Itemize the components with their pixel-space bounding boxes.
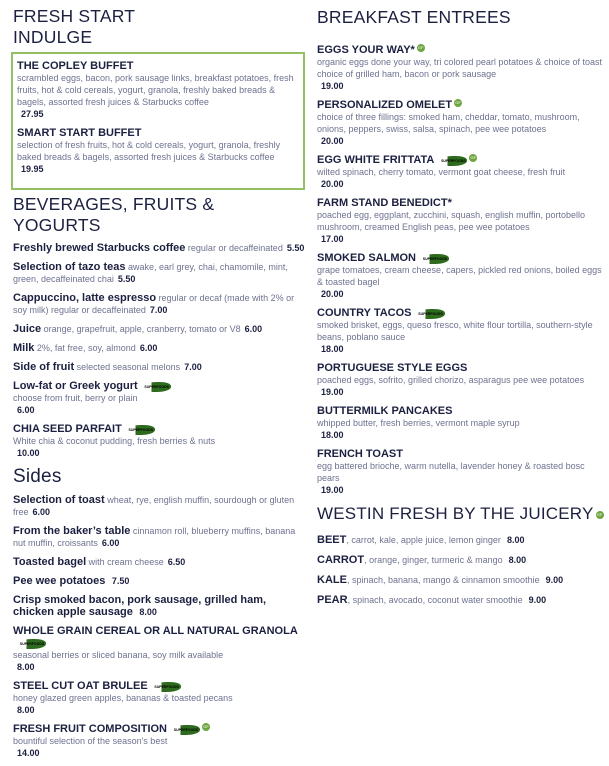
item-price: 20.00 — [321, 289, 344, 299]
menu-item — [13, 594, 305, 618]
item-description: choose from fruit, berry or plain — [13, 393, 138, 403]
superfoods-icon: SUPERFOODS — [153, 682, 181, 692]
item-description: grape tomatoes, cream cheese, capers, pickled red onions, boiled eggs & toasted bagel — [317, 265, 602, 287]
item-description: wheat, rye, english muffin, sourdough or gluten free — [13, 495, 295, 517]
menu-item — [317, 99, 605, 147]
menu-item — [13, 292, 305, 316]
item-name: STEEL CUT OAT BRULEE — [13, 680, 148, 692]
superfoods-icon: SUPERFOODS — [421, 254, 449, 264]
item-description: awake, earl grey, chai, chamomile, mint, green, decaffeinated chai — [13, 262, 288, 284]
menu-item — [317, 252, 605, 300]
gluten-free-icon: GF — [596, 511, 603, 517]
gluten-free-icon: GF — [203, 724, 209, 729]
gluten-free-icon: GF — [455, 100, 461, 105]
item-price: 19.95 — [21, 164, 44, 174]
juice-price: 9.00 — [528, 595, 547, 605]
juice-item — [317, 534, 605, 546]
juice-price: 9.00 — [545, 575, 564, 585]
menu-item — [317, 44, 605, 92]
menu-item — [13, 494, 305, 518]
item-description: orange, grapefruit, apple, cranberry, tomato or V8 — [43, 324, 241, 334]
item-price: 27.95 — [21, 109, 44, 119]
item-description: selected seasonal melons — [76, 362, 181, 372]
item-price: 6.00 — [139, 343, 158, 353]
section-heading-breakfast-entrees: BREAKFAST ENTREES — [317, 7, 511, 27]
item-price: 7.00 — [184, 362, 202, 372]
menu-item — [317, 197, 605, 245]
entrees-list — [317, 44, 605, 496]
item-price: 8.00 — [17, 662, 35, 672]
item-name: THE COPLEY BUFFET — [17, 60, 134, 72]
menu-item — [317, 448, 605, 496]
juicery-list — [317, 534, 605, 606]
gluten-free-icon: GF — [470, 155, 477, 160]
item-description: selection of fresh fruits, hot & cold cereals, yogurt, granola, freshly baked breads & bagels, assorted fresh juices & Starbucks coffee — [17, 140, 281, 162]
menu-item — [13, 575, 305, 587]
item-name: Milk — [13, 342, 35, 354]
menu-item — [13, 680, 305, 716]
section-heading-indulge: INDULGE — [13, 27, 93, 47]
item-name: FRENCH TOAST — [317, 448, 403, 460]
menu-item — [13, 525, 305, 549]
section-heading-fresh-start: FRESH START — [13, 6, 136, 26]
item-name: Selection of toast — [13, 494, 105, 506]
buffet-box — [11, 52, 305, 190]
item-price: 8.00 — [139, 607, 157, 617]
section-heading-sides: Sides — [13, 466, 62, 487]
menu-item — [13, 380, 305, 416]
superfoods-icon: SUPERFOODS — [143, 382, 171, 392]
item-name: Crisp smoked bacon, pork sausage, grilled ham, chicken apple sausage — [13, 594, 267, 618]
juice-name: CARROT — [317, 554, 365, 566]
menu-item — [13, 242, 305, 254]
juice-description: , orange, ginger, turmeric & mango — [364, 555, 503, 565]
item-price: 6.00 — [32, 507, 51, 517]
item-name: Pee wee potatoes — [13, 575, 106, 587]
item-price: 20.00 — [321, 136, 344, 146]
item-price: 20.00 — [321, 179, 344, 189]
juice-description: , spinach, avocado, coconut water smoothie — [347, 595, 523, 605]
sides-list — [13, 494, 305, 759]
item-name: FRESH FRUIT COMPOSITION — [13, 723, 167, 735]
item-price: 19.00 — [321, 485, 344, 495]
menu-item — [17, 60, 299, 120]
item-price: 18.00 — [321, 430, 344, 440]
section-heading-beverages: BEVERAGES, FRUITS & YOGURTS — [13, 194, 215, 235]
item-description: scrambled eggs, bacon, pork sausage links, breakfast potatoes, fresh fruits, hot & cold cereals, yogurt, granola, freshly baked breads & bagels, assorted fresh juices & Starbucks coffee — [17, 73, 294, 107]
beverages-list — [13, 242, 305, 459]
item-name: Low-fat or Greek yogurt — [13, 380, 138, 392]
item-name: Side of fruit — [13, 361, 75, 373]
superfoods-icon: SUPERFOODS — [18, 639, 46, 649]
juice-item — [317, 594, 605, 606]
superfoods-icon: SUPERFOODS — [127, 425, 155, 435]
item-description: organic eggs done your way, tri colored pearl potatoes & choice of toast choice of grilled ham, bacon or pork sausage — [317, 57, 602, 79]
juice-price: 8.00 — [508, 555, 527, 565]
menu-item — [317, 362, 605, 398]
menu-item — [13, 361, 305, 373]
menu-item — [317, 154, 605, 190]
item-description: smoked brisket, eggs, queso fresco, white flour tortilla, southern-style beans, poblano sauce — [317, 320, 593, 342]
juice-item — [317, 554, 605, 566]
item-price: 6.50 — [167, 557, 186, 567]
item-price: 6.00 — [101, 538, 120, 548]
menu-item — [13, 625, 305, 673]
superfoods-icon: SUPERFOODS — [417, 309, 445, 319]
item-description: seasonal berries or sliced banana, soy milk available — [13, 650, 224, 660]
item-description: White chia & coconut pudding, fresh berries & nuts — [13, 436, 216, 446]
section-heading-juicery: WESTIN FRESH BY THE JUICERY — [317, 504, 594, 523]
item-description: bountiful selection of the season's best — [13, 736, 168, 746]
item-name: Freshly brewed Starbucks coffee — [13, 242, 186, 254]
menu-item — [17, 127, 299, 175]
item-price: 7.50 — [111, 576, 130, 586]
item-description: wilted spinach, cherry tomato, vermont goat cheese, fresh fruit — [317, 167, 566, 177]
menu-item — [13, 556, 305, 568]
menu-item — [13, 423, 305, 459]
item-description: cinnamon roll, blueberry muffins, banana nut muffin, croissants — [13, 526, 296, 548]
item-description: regular or decaf (made with 2% or soy milk) regular or decaffeinated — [13, 293, 295, 315]
item-price: 19.00 — [321, 387, 344, 397]
menu-item — [317, 307, 605, 355]
menu-item — [13, 261, 305, 285]
item-description: regular or decaffeinated — [187, 243, 283, 253]
item-price: 14.00 — [17, 748, 40, 758]
item-name: SMOKED SALMON — [317, 252, 416, 264]
juice-name: KALE — [317, 574, 347, 586]
item-name: EGGS YOUR WAY* — [317, 44, 415, 56]
item-description: 2%, fat free, soy, almond — [36, 343, 136, 353]
item-price: 5.50 — [117, 274, 136, 284]
item-description: poached eggs, sofrito, grilled chorizo, asparagus pee wee potatoes — [317, 375, 585, 385]
item-name: Toasted bagel — [13, 556, 87, 568]
juice-name: PEAR — [317, 594, 348, 606]
item-price: 10.00 — [17, 448, 40, 458]
item-name: WHOLE GRAIN CEREAL OR ALL NATURAL GRANOLA — [13, 625, 298, 637]
item-description: whipped butter, fresh berries, vermont maple syrup — [317, 418, 520, 428]
item-price: 17.00 — [321, 234, 344, 244]
item-price: 6.00 — [244, 324, 263, 334]
item-price: 19.00 — [321, 81, 344, 91]
juice-description: , carrot, kale, apple juice, lemon ginger — [346, 535, 501, 545]
item-name: From the baker’s table — [13, 525, 131, 537]
gluten-free-icon: GF — [418, 45, 424, 50]
item-description: choice of three fillings: smoked ham, cheddar, tomato, mushroom, onions, peppers, swiss, salsa, spinach, pee wee potatoes — [317, 112, 580, 134]
right-column — [317, 7, 605, 614]
item-name: Selection of tazo teas — [13, 261, 126, 273]
item-name: SMART START BUFFET — [17, 127, 142, 139]
juice-price: 8.00 — [506, 535, 525, 545]
item-description: poached egg, eggplant, zucchini, squash, english muffin, portobello mushroom, creamed English peas, pee wee potatoes — [317, 210, 586, 232]
item-name: BUTTERMILK PANCAKES — [317, 405, 453, 417]
item-name: COUNTRY TACOS — [317, 307, 412, 319]
menu-item — [13, 723, 305, 759]
menu-item — [317, 405, 605, 441]
item-price: 7.00 — [149, 305, 168, 315]
juice-description: , spinach, banana, mango & cinnamon smoothie — [346, 575, 540, 585]
juicery-heading-row — [317, 503, 605, 524]
item-name: PORTUGUESE STYLE EGGS — [317, 362, 468, 374]
item-name: FARM STAND BENEDICT* — [317, 197, 452, 209]
item-name: Juice — [13, 323, 42, 335]
menu-item — [13, 323, 305, 335]
item-description: egg battered brioche, warm nutella, lavender honey & roasted bosc pears — [317, 461, 585, 483]
item-name: EGG WHITE FRITTATA — [317, 154, 435, 166]
juice-item — [317, 574, 605, 586]
menu-item — [13, 342, 305, 354]
item-description: honey glazed green apples, bananas & toasted pecans — [13, 693, 233, 703]
item-name: Cappuccino, latte espresso — [13, 292, 157, 304]
item-name: PERSONALIZED OMELET — [317, 99, 453, 111]
item-name: CHIA SEED PARFAIT — [13, 423, 122, 435]
item-price: 18.00 — [321, 344, 344, 354]
item-price: 8.00 — [17, 705, 35, 715]
left-column — [13, 6, 305, 766]
superfoods-icon: SUPERFOODS — [172, 725, 200, 735]
item-price: 6.00 — [17, 405, 35, 415]
juice-name: BEET — [317, 534, 347, 546]
item-description: with cream cheese — [88, 557, 164, 567]
superfoods-icon: SUPERFOODS — [439, 156, 467, 166]
item-price: 5.50 — [286, 243, 305, 253]
